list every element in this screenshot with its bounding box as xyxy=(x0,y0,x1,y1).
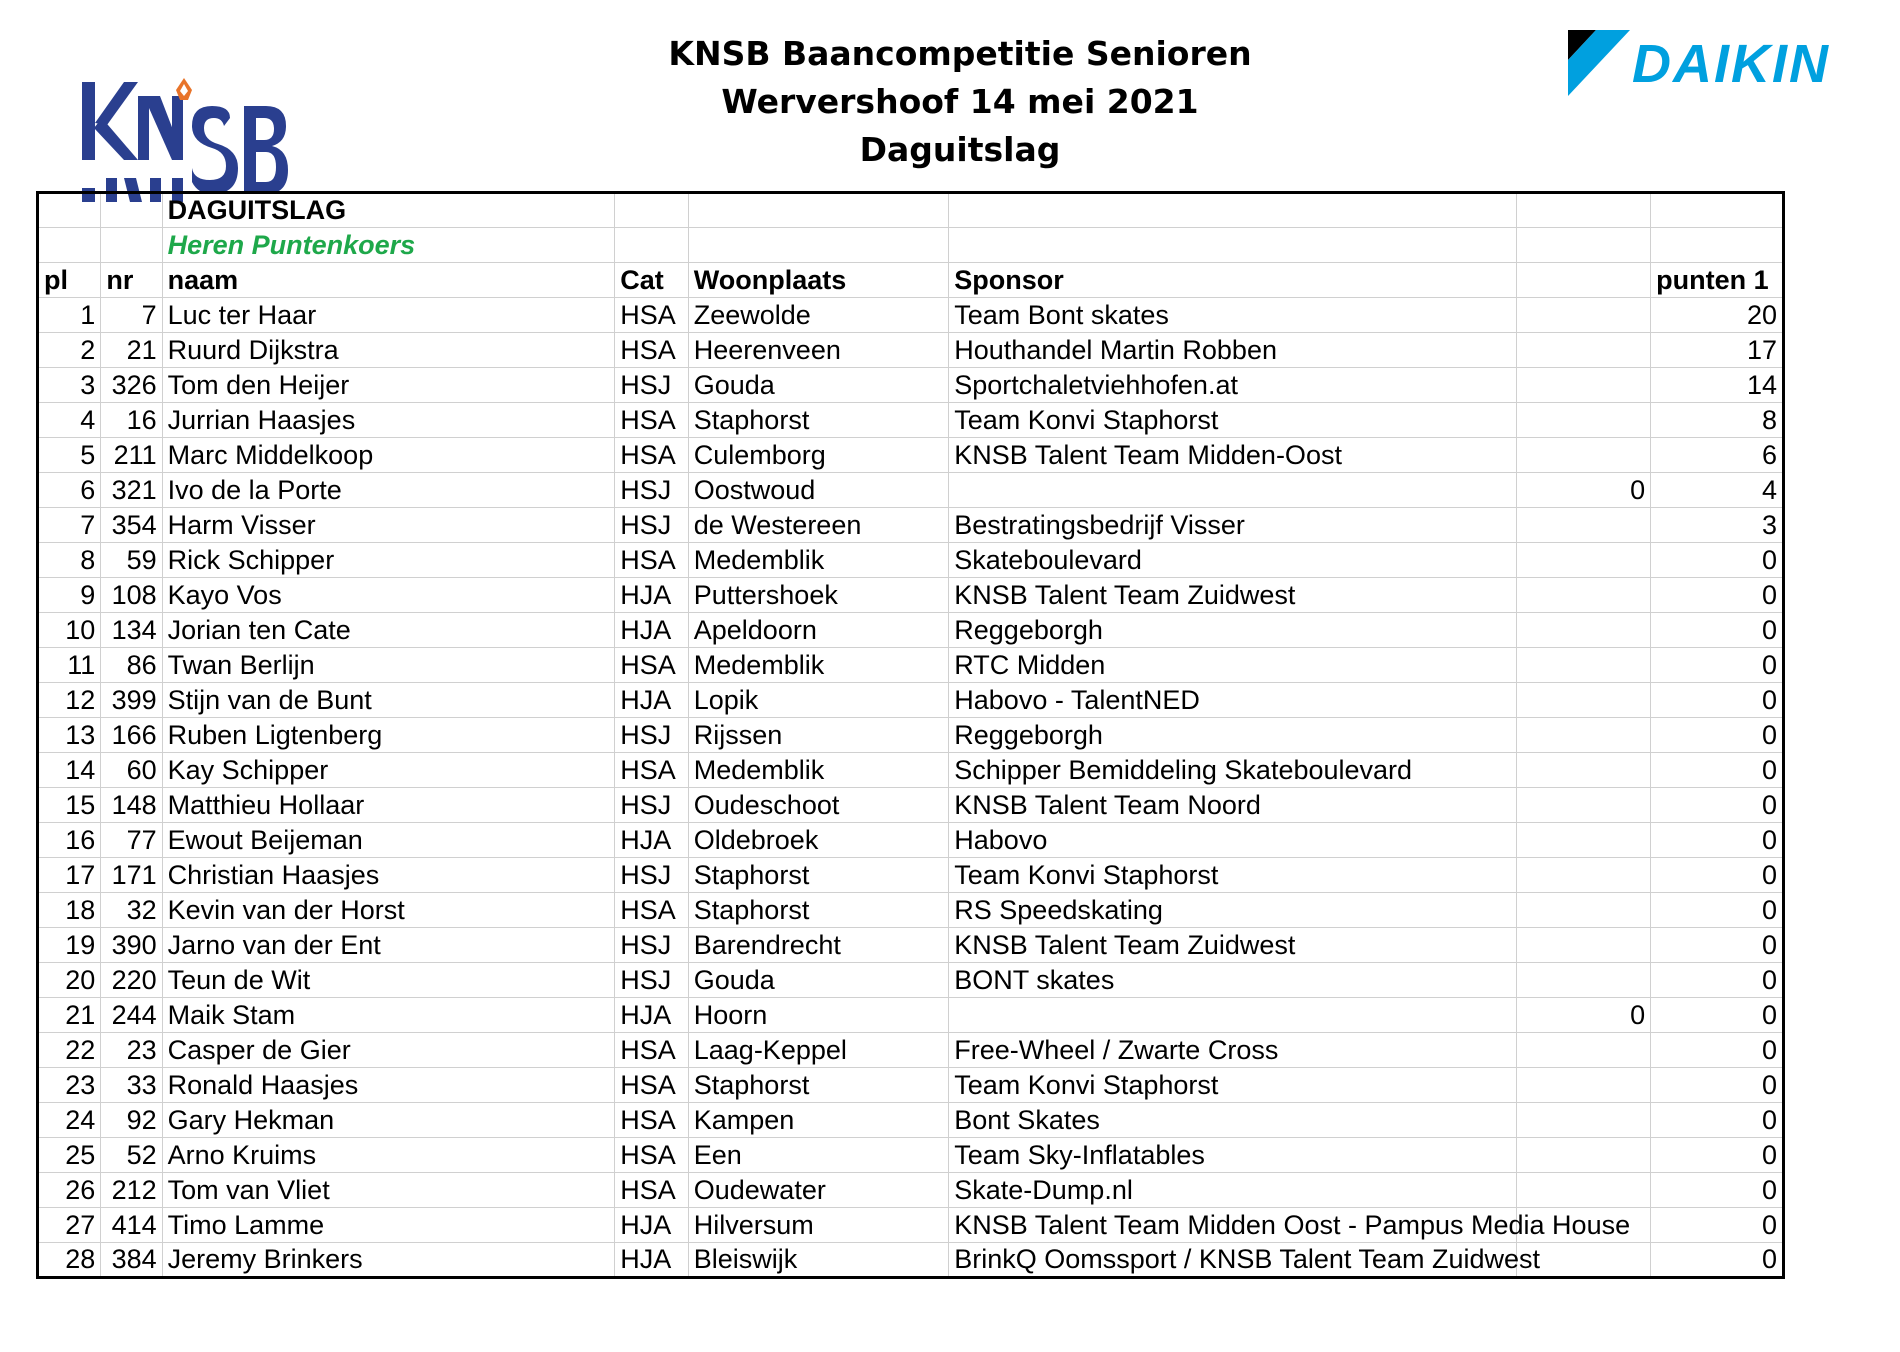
cell-number: 32 xyxy=(101,893,162,928)
cell-sponsor: Bestratingsbedrijf Visser xyxy=(949,508,1517,543)
cell-extra xyxy=(1517,928,1651,963)
cell-name: Stijn van de Bunt xyxy=(162,683,615,718)
cell-points: 0 xyxy=(1651,998,1784,1033)
table-row xyxy=(38,648,1784,683)
cell-extra xyxy=(1517,333,1651,368)
cell-number: 148 xyxy=(101,788,162,823)
cell-name: Tom van Vliet xyxy=(162,1173,615,1208)
cell-sponsor: Reggeborgh xyxy=(949,718,1517,753)
cell-number: 60 xyxy=(101,753,162,788)
cell-name: Twan Berlijn xyxy=(162,648,615,683)
cell-name: Marc Middelkoop xyxy=(162,438,615,473)
cell-residence: Medemblik xyxy=(688,648,949,683)
cell-sponsor: Team Sky-Inflatables xyxy=(949,1138,1517,1173)
heading-line-2: Wervershoof 14 mei 2021 xyxy=(721,82,1199,121)
cell-place: 7 xyxy=(38,508,101,543)
cell-sponsor: BrinkQ Oomssport / KNSB Talent Team Zuidwest xyxy=(949,1243,1517,1278)
cell-points: 0 xyxy=(1651,683,1784,718)
cell-residence: Medemblik xyxy=(688,543,949,578)
cell-sponsor: KNSB Talent Team Midden Oost - Pampus Media House xyxy=(949,1208,1517,1243)
table-row xyxy=(38,1033,1784,1068)
table-row xyxy=(38,788,1784,823)
cell-points: 0 xyxy=(1651,893,1784,928)
cell-residence: Oudeschoot xyxy=(688,788,949,823)
cell-sponsor: Team Konvi Staphorst xyxy=(949,403,1517,438)
cell-name: Casper de Gier xyxy=(162,1033,615,1068)
table-subtitle-row xyxy=(38,228,1784,263)
cell-category: HSA xyxy=(615,403,689,438)
column-header-woonplaats: Woonplaats xyxy=(688,263,949,298)
cell-points: 0 xyxy=(1651,928,1784,963)
table-row xyxy=(38,1068,1784,1103)
cell-extra xyxy=(1517,963,1651,998)
cell-extra xyxy=(1517,1173,1651,1208)
cell-number: 244 xyxy=(101,998,162,1033)
cell-place: 17 xyxy=(38,858,101,893)
cell-extra xyxy=(1517,578,1651,613)
cell-extra xyxy=(1517,893,1651,928)
cell-residence: Bleiswijk xyxy=(688,1243,949,1278)
cell-place: 24 xyxy=(38,1103,101,1138)
cell-name: Tom den Heijer xyxy=(162,368,615,403)
results-table-body xyxy=(38,193,1784,1278)
cell-name: Ruben Ligtenberg xyxy=(162,718,615,753)
cell-category: HJA xyxy=(615,613,689,648)
table-row xyxy=(38,1243,1784,1278)
cell-number: 52 xyxy=(101,1138,162,1173)
cell-place: 28 xyxy=(38,1243,101,1278)
cell-category: HSJ xyxy=(615,473,689,508)
cell-extra xyxy=(1517,858,1651,893)
cell-extra xyxy=(1517,438,1651,473)
cell-category: HSJ xyxy=(615,368,689,403)
cell-name: Kayo Vos xyxy=(162,578,615,613)
cell-sponsor: Skateboulevard xyxy=(949,543,1517,578)
cell-extra xyxy=(1517,718,1651,753)
cell-points: 0 xyxy=(1651,613,1784,648)
column-header-naam: naam xyxy=(162,263,615,298)
cell-sponsor: KNSB Talent Team Noord xyxy=(949,788,1517,823)
cell-residence: Apeldoorn xyxy=(688,613,949,648)
cell-name: Ivo de la Porte xyxy=(162,473,615,508)
table-row xyxy=(38,333,1784,368)
cell-residence: Medemblik xyxy=(688,753,949,788)
cell-place: 23 xyxy=(38,1068,101,1103)
cell-name: Jurrian Haasjes xyxy=(162,403,615,438)
cell-sponsor: Habovo - TalentNED xyxy=(949,683,1517,718)
cell-name: Teun de Wit xyxy=(162,963,615,998)
cell-place: 22 xyxy=(38,1033,101,1068)
table-row xyxy=(38,298,1784,333)
document-heading xyxy=(600,30,1320,174)
cell-place: 27 xyxy=(38,1208,101,1243)
column-header-punten: punten 1 xyxy=(1651,263,1784,298)
cell-extra xyxy=(1517,753,1651,788)
cell-number: 92 xyxy=(101,1103,162,1138)
cell-place: 15 xyxy=(38,788,101,823)
table-row xyxy=(38,613,1784,648)
cell-extra xyxy=(1517,613,1651,648)
cell-name: Gary Hekman xyxy=(162,1103,615,1138)
cell-extra xyxy=(1517,648,1651,683)
cell-category: HSA xyxy=(615,648,689,683)
cell-place: 12 xyxy=(38,683,101,718)
cell-category: HSA xyxy=(615,1033,689,1068)
cell-extra xyxy=(1517,1103,1651,1138)
cell-category: HSA xyxy=(615,543,689,578)
cell-number: 384 xyxy=(101,1243,162,1278)
cell-points: 6 xyxy=(1651,438,1784,473)
cell-number: 211 xyxy=(101,438,162,473)
heading-line-3: Daguitslag xyxy=(859,130,1061,169)
table-row xyxy=(38,858,1784,893)
column-header-nr: nr xyxy=(101,263,162,298)
table-row xyxy=(38,438,1784,473)
cell-residence: Staphorst xyxy=(688,858,949,893)
cell-category: HSA xyxy=(615,1068,689,1103)
cell-number: 399 xyxy=(101,683,162,718)
cell-name: Rick Schipper xyxy=(162,543,615,578)
cell-points: 0 xyxy=(1651,1243,1784,1278)
cell-residence: Kampen xyxy=(688,1103,949,1138)
cell-place: 10 xyxy=(38,613,101,648)
cell-residence: Puttershoek xyxy=(688,578,949,613)
cell-residence: Hilversum xyxy=(688,1208,949,1243)
cell-sponsor: Bont Skates xyxy=(949,1103,1517,1138)
cell-number: 108 xyxy=(101,578,162,613)
cell-sponsor xyxy=(949,473,1517,508)
table-label-row xyxy=(38,193,1784,228)
results-table xyxy=(36,191,1785,1279)
cell-points: 4 xyxy=(1651,473,1784,508)
table-row xyxy=(38,718,1784,753)
cell-extra xyxy=(1517,683,1651,718)
cell-category: HSJ xyxy=(615,788,689,823)
cell-number: 414 xyxy=(101,1208,162,1243)
cell-extra: 0 xyxy=(1517,998,1651,1033)
cell-points: 0 xyxy=(1651,823,1784,858)
cell-number: 86 xyxy=(101,648,162,683)
cell-sponsor: Team Konvi Staphorst xyxy=(949,858,1517,893)
cell-name: Timo Lamme xyxy=(162,1208,615,1243)
race-subtitle: Heren Puntenkoers xyxy=(162,228,615,263)
cell-number: 21 xyxy=(101,333,162,368)
cell-residence: Zeewolde xyxy=(688,298,949,333)
cell-sponsor: KNSB Talent Team Midden-Oost xyxy=(949,438,1517,473)
cell-name: Jeremy Brinkers xyxy=(162,1243,615,1278)
cell-number: 33 xyxy=(101,1068,162,1103)
cell-points: 0 xyxy=(1651,1033,1784,1068)
cell-number: 23 xyxy=(101,1033,162,1068)
cell-points: 3 xyxy=(1651,508,1784,543)
table-row xyxy=(38,1208,1784,1243)
table-row xyxy=(38,1173,1784,1208)
cell-number: 326 xyxy=(101,368,162,403)
column-header-sponsor: Sponsor xyxy=(949,263,1517,298)
cell-category: HSA xyxy=(615,753,689,788)
table-row xyxy=(38,508,1784,543)
table-row xyxy=(38,403,1784,438)
table-row xyxy=(38,998,1784,1033)
cell-residence: Oudewater xyxy=(688,1173,949,1208)
cell-points: 0 xyxy=(1651,648,1784,683)
cell-place: 14 xyxy=(38,753,101,788)
cell-points: 17 xyxy=(1651,333,1784,368)
cell-place: 25 xyxy=(38,1138,101,1173)
cell-sponsor: KNSB Talent Team Zuidwest xyxy=(949,578,1517,613)
cell-extra xyxy=(1517,543,1651,578)
column-header-pl: pl xyxy=(38,263,101,298)
cell-name: Kay Schipper xyxy=(162,753,615,788)
cell-points: 0 xyxy=(1651,1173,1784,1208)
cell-name: Jorian ten Cate xyxy=(162,613,615,648)
cell-name: Harm Visser xyxy=(162,508,615,543)
cell-residence: Een xyxy=(688,1138,949,1173)
cell-points: 0 xyxy=(1651,578,1784,613)
cell-residence: Hoorn xyxy=(688,998,949,1033)
cell-number: 77 xyxy=(101,823,162,858)
cell-points: 0 xyxy=(1651,788,1784,823)
cell-name: Matthieu Hollaar xyxy=(162,788,615,823)
cell-number: 166 xyxy=(101,718,162,753)
table-row xyxy=(38,753,1784,788)
cell-points: 0 xyxy=(1651,718,1784,753)
cell-sponsor: Team Bont skates xyxy=(949,298,1517,333)
cell-residence: Rijssen xyxy=(688,718,949,753)
cell-residence: Culemborg xyxy=(688,438,949,473)
cell-sponsor: Habovo xyxy=(949,823,1517,858)
cell-residence: de Westereen xyxy=(688,508,949,543)
cell-extra xyxy=(1517,403,1651,438)
daikin-logo xyxy=(1568,30,1898,96)
cell-sponsor: Reggeborgh xyxy=(949,613,1517,648)
cell-category: HSA xyxy=(615,1173,689,1208)
cell-extra xyxy=(1517,368,1651,403)
section-label: DAGUITSLAG xyxy=(162,193,615,228)
cell-number: 134 xyxy=(101,613,162,648)
cell-residence: Gouda xyxy=(688,963,949,998)
cell-residence: Staphorst xyxy=(688,1068,949,1103)
cell-sponsor: Houthandel Martin Robben xyxy=(949,333,1517,368)
cell-sponsor: Schipper Bemiddeling Skateboulevard xyxy=(949,753,1517,788)
cell-place: 5 xyxy=(38,438,101,473)
cell-residence: Gouda xyxy=(688,368,949,403)
cell-points: 8 xyxy=(1651,403,1784,438)
cell-extra xyxy=(1517,508,1651,543)
cell-residence: Laag-Keppel xyxy=(688,1033,949,1068)
cell-extra xyxy=(1517,823,1651,858)
table-header-row xyxy=(38,263,1784,298)
cell-place: 16 xyxy=(38,823,101,858)
cell-place: 8 xyxy=(38,543,101,578)
cell-points: 14 xyxy=(1651,368,1784,403)
cell-name: Christian Haasjes xyxy=(162,858,615,893)
cell-sponsor: Free-Wheel / Zwarte Cross xyxy=(949,1033,1517,1068)
cell-residence: Staphorst xyxy=(688,403,949,438)
cell-points: 0 xyxy=(1651,858,1784,893)
cell-name: Ruurd Dijkstra xyxy=(162,333,615,368)
cell-residence: Oostwoud xyxy=(688,473,949,508)
cell-category: HJA xyxy=(615,683,689,718)
cell-sponsor: Team Konvi Staphorst xyxy=(949,1068,1517,1103)
cell-name: Arno Kruims xyxy=(162,1138,615,1173)
cell-residence: Barendrecht xyxy=(688,928,949,963)
cell-name: Ronald Haasjes xyxy=(162,1068,615,1103)
cell-place: 13 xyxy=(38,718,101,753)
cell-residence: Staphorst xyxy=(688,893,949,928)
cell-points: 0 xyxy=(1651,1138,1784,1173)
column-header-extra xyxy=(1517,263,1651,298)
cell-category: HJA xyxy=(615,823,689,858)
cell-number: 16 xyxy=(101,403,162,438)
cell-number: 220 xyxy=(101,963,162,998)
table-row xyxy=(38,473,1784,508)
cell-category: HSA xyxy=(615,1103,689,1138)
cell-category: HSA xyxy=(615,1138,689,1173)
cell-category: HJA xyxy=(615,578,689,613)
cell-points: 0 xyxy=(1651,963,1784,998)
cell-place: 6 xyxy=(38,473,101,508)
cell-place: 21 xyxy=(38,998,101,1033)
cell-extra: 0 xyxy=(1517,473,1651,508)
table-row xyxy=(38,823,1784,858)
cell-residence: Oldebroek xyxy=(688,823,949,858)
cell-name: Jarno van der Ent xyxy=(162,928,615,963)
cell-sponsor: KNSB Talent Team Zuidwest xyxy=(949,928,1517,963)
cell-name: Luc ter Haar xyxy=(162,298,615,333)
cell-category: HSA xyxy=(615,333,689,368)
heading-line-1: KNSB Baancompetitie Senioren xyxy=(668,34,1252,73)
table-row xyxy=(38,928,1784,963)
cell-number: 212 xyxy=(101,1173,162,1208)
cell-place: 3 xyxy=(38,368,101,403)
cell-extra xyxy=(1517,1138,1651,1173)
cell-number: 7 xyxy=(101,298,162,333)
cell-category: HSJ xyxy=(615,928,689,963)
cell-points: 0 xyxy=(1651,1208,1784,1243)
cell-number: 390 xyxy=(101,928,162,963)
table-row xyxy=(38,963,1784,998)
cell-points: 20 xyxy=(1651,298,1784,333)
cell-category: HSJ xyxy=(615,858,689,893)
table-row xyxy=(38,578,1784,613)
cell-name: Kevin van der Horst xyxy=(162,893,615,928)
cell-place: 11 xyxy=(38,648,101,683)
cell-number: 321 xyxy=(101,473,162,508)
cell-category: HJA xyxy=(615,1208,689,1243)
cell-extra xyxy=(1517,298,1651,333)
table-row xyxy=(38,893,1784,928)
cell-sponsor xyxy=(949,998,1517,1033)
table-row xyxy=(38,683,1784,718)
cell-number: 354 xyxy=(101,508,162,543)
cell-name: Maik Stam xyxy=(162,998,615,1033)
cell-residence: Heerenveen xyxy=(688,333,949,368)
cell-residence: Lopik xyxy=(688,683,949,718)
cell-place: 9 xyxy=(38,578,101,613)
table-row xyxy=(38,368,1784,403)
cell-place: 18 xyxy=(38,893,101,928)
cell-points: 0 xyxy=(1651,753,1784,788)
cell-category: HJA xyxy=(615,1243,689,1278)
cell-sponsor: RS Speedskating xyxy=(949,893,1517,928)
cell-place: 2 xyxy=(38,333,101,368)
cell-category: HSA xyxy=(615,298,689,333)
cell-category: HJA xyxy=(615,998,689,1033)
cell-sponsor: RTC Midden xyxy=(949,648,1517,683)
cell-place: 4 xyxy=(38,403,101,438)
cell-place: 26 xyxy=(38,1173,101,1208)
cell-points: 0 xyxy=(1651,543,1784,578)
cell-place: 19 xyxy=(38,928,101,963)
cell-category: HSA xyxy=(615,893,689,928)
cell-place: 20 xyxy=(38,963,101,998)
cell-category: HSJ xyxy=(615,718,689,753)
table-row xyxy=(38,1138,1784,1173)
cell-extra xyxy=(1517,788,1651,823)
cell-sponsor: Skate-Dump.nl xyxy=(949,1173,1517,1208)
cell-points: 0 xyxy=(1651,1068,1784,1103)
svg-text:DAIKIN: DAIKIN xyxy=(1632,34,1830,94)
cell-extra xyxy=(1517,1068,1651,1103)
column-header-cat: Cat xyxy=(615,263,689,298)
cell-sponsor: Sportchaletviehhofen.at xyxy=(949,368,1517,403)
cell-name: Ewout Beijeman xyxy=(162,823,615,858)
cell-sponsor: BONT skates xyxy=(949,963,1517,998)
cell-extra xyxy=(1517,1033,1651,1068)
cell-category: HSA xyxy=(615,438,689,473)
cell-category: HSJ xyxy=(615,963,689,998)
table-row xyxy=(38,543,1784,578)
table-row xyxy=(38,1103,1784,1138)
cell-points: 0 xyxy=(1651,1103,1784,1138)
cell-number: 171 xyxy=(101,858,162,893)
cell-category: HSJ xyxy=(615,508,689,543)
cell-number: 59 xyxy=(101,543,162,578)
cell-place: 1 xyxy=(38,298,101,333)
